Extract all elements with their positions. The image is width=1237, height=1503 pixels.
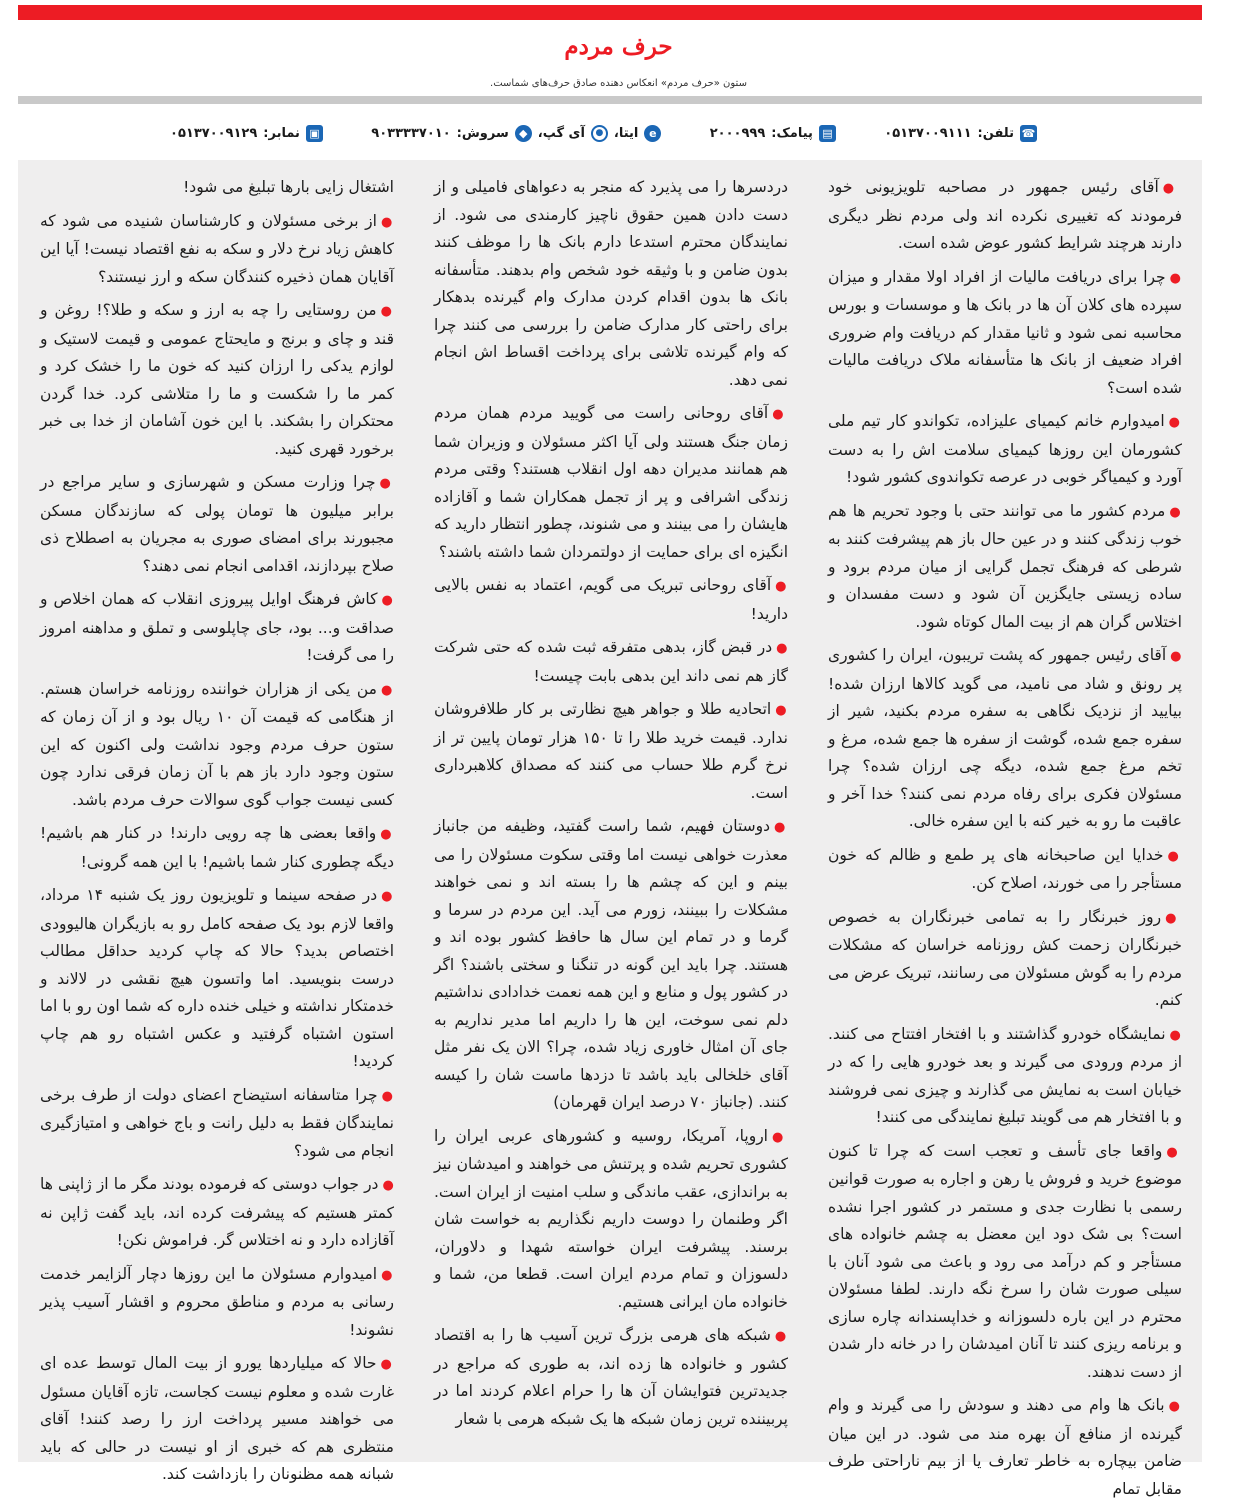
igap-icon: ● [591,125,608,142]
bullet-icon: ● [380,827,394,842]
fax-icon: ▣ [306,125,323,142]
reader-message [828,264,1182,403]
bullet-icon: ● [381,1088,394,1104]
article-columns [18,160,1202,1498]
messenger-number: ۹۰۳۳۳۳۷۰۱۰ [371,125,451,141]
bullet-icon: ● [775,579,789,594]
message-text: شبکه های هرمی بزرگ ترین آسیب ها را به اقتصاد کشور و خانواده ها زده اند، به طوری که مراجع در جدیدترین فتوایشان آن ها را حرام اعلام کردند اما در پربیننده ترین زمان شبکه ها یک شبکه هرمی با شعار [434,1326,788,1428]
message-text: آقای روحانی تبریک می گویم، اعتماد به نفس بالایی دارید! [434,576,788,623]
message-text: اتحادیه طلا و جواهر هیچ نظارتی بر کار طلافروشان ندارد. قیمت خرید طلا را تا ۱۵۰ هزار تومان پایین تر از نرخ گرم طلا حساب می کنند که مصداق کلاهبرداری است. [434,700,788,802]
message-text: خدایا این صاحبخانه های پر طمع و ظالم که خون مستأجر را می خورند، اصلاح کن. [828,845,1182,892]
reader-message [40,469,394,580]
message-text: دردسرها را می پذیرد که منجر به دعواهای فامیلی و از دست دادن همین حقوق ناچیز کارمندی می شود. از نمایندگان محترم استدعا دارم بانک ها را موظف کنند بدون ضامن و با وثیقه خود شخص وام بدهند. متأسفانه بانک ها بدون اقدام کردن مدارک وام گیرنده بدهکار برای راحتی کار مدارک ضامن را بررسی می کنند چرا که وام گیرنده تلاشی برای پرداخت اقساط اش انجام نمی دهد. [434,178,788,389]
message-text: اشتغال زایی بارها تبلیغ می شود! [183,178,394,196]
bullet-icon: ● [1169,1027,1182,1043]
message-text: در قبض گاز، بدهی متفرقه ثبت شده که حتی شرکت گاز هم نمی داند این بدهی بابت چیست! [434,638,788,685]
bullet-icon: ● [381,1267,395,1283]
bullet-icon: ● [772,407,789,422]
reader-message [40,297,394,463]
reader-message [828,904,1182,1015]
reader-message [828,842,1182,898]
page-title: حرف مردم [564,33,673,60]
reader-message [828,1138,1182,1387]
soroush-label: سروش: [456,125,509,141]
fax-number: ۰۵۱۳۷۰۰۹۱۲۹ [170,125,258,141]
message-text: کاش فرهنگ اوایل پیروزی انقلاب که همان اخلاص و صداقت و... بود، جای چاپلوسی و تملق و مداهنه امروز را می گرفت! [40,590,394,664]
phone-number: ۰۵۱۳۷۰۰۹۱۱۱ [884,125,972,141]
message-text: چرا وزارت مسکن و شهرسازی و سایر مراجع در برابر میلیون ها تومان پولی که سازندگان مسکن مجبورند برای امضای صوری به مجریان به اصطلاح ذی صلاح بپردازند، اقدامی انجام نمی دهند؟ [40,473,394,575]
message-text: حالا که میلیاردها یورو از بیت المال توسط عده ای غارت شده و معلوم نیست کجاست، تازه آقایان مسئول می خواهند مسیر پرداخت ارز را رصد کنند! آقای منتظری هم که خبری از او نیست در حالی که باید شبانه همه مظنونان را بازداشت کند. [40,1354,394,1483]
sms-group [710,125,836,142]
phone-label: تلفن: [977,125,1014,141]
reader-message [434,696,788,807]
reader-message [828,408,1182,492]
reader-message [434,1123,788,1317]
message-text: امیدوارم مسئولان ما این روزها دچار آلزایمر خدمت رسانی به مردم و مناطق محروم و اقشار آسیب پذیر نشوند! [40,1264,394,1339]
message-text: مردم کشور ما می توانند حتی با وجود تحریم ها هم خوب زندگی کنند و در عین حال باز هم پیشرفت کنند به شرطی که فرهنگ تجمل گرایی از میان مردم برود و ساده زیستی جایگزین آن شود و دست مفسدان و اختلاس گران هم از بیت المال کوتاه شود. [828,501,1182,631]
message-text: از برخی مسئولان و کارشناسان شنیده می شود که کاهش زیاد نرخ دلار و سکه به نفع اقتصاد نیست! آیا این آقایان همان ذخیره کنندگان سکه و ارز نیستند؟ [40,211,394,286]
contact-bar [170,120,1037,146]
bullet-icon: ● [1162,181,1182,196]
column-middle [414,160,808,1462]
reader-message [40,1082,394,1166]
message-text: چرا برای دریافت مالیات از افراد اولا مقدار و میزان سپرده های کلان آن ها در بانک ها و موسسات و بورس محاسبه نمی شود و ثانیا مقدار کم دریافت وام ضروری افراد ضعیف از بانک ها متأسفانه ملاک دریافت مالیات شده است؟ [828,267,1182,397]
message-text: در صفحه سینما و تلویزیون روز یک شنبه ۱۴ مرداد، واقعا لازم بود یک صفحه کامل رو به بازیگران هالیوودی اختصاص بدید؟ حالا که چاپ کردید حداقل مطالب درست بنویسید. اما واتسون هیچ نقشی در لالاند و خدمتکار نداشته و خیلی خنده داره که شما اون رو با اما استون اشتباه گرفتید و عکس اشتباه رو هم چاپ کردید! [40,886,394,1070]
fax-group [170,125,323,142]
reader-message [40,208,394,292]
reader-message [40,820,394,876]
phone-icon: ☎ [1021,126,1036,140]
bullet-icon: ● [380,214,395,230]
page-subtitle: ستون «حرف مردم» انعکاس دهنده صادق حرف‌های شماست. [490,78,747,89]
reader-message [434,174,788,394]
column-left [20,160,414,1483]
message-text: بانک ها وام می دهند و سودش را می گیرند و وام گیرنده از منافع آن بهره مند می شود. در این میان ضامن بیچاره به خاطر تعارف یا از بیم ناراحتی طرف مقابل تمام [828,1396,1182,1498]
bullet-icon: ● [1168,415,1182,430]
message-text: واقعا جای تأسف و تعجب است که چرا تا کنون موضوع خرید و فروش یا رهن و اجاره به صورت قوانین رسمی با نظارت جدی و مستمر در کشور اجرا نشده است؟ بی شک دود این معضل به چشم خانواده های مستأجر و کم درآمد می رود و باعث می شود آنان با سیلی صورت شان را سرخ نگه دارند. لطفا مسئولان محترم در این باره دلسوزانه و خداپسندانه چاره سازی و برنامه ریزی کنند تا آنان امیدشان را در خانه دار شدن از دست ندهند. [828,1141,1182,1381]
bullet-icon: ● [1167,848,1182,864]
bullet-icon: ● [1170,649,1182,664]
bullet-icon: ● [1169,270,1183,286]
bullet-icon: ● [380,304,395,319]
top-red-bar [18,5,1202,20]
sms-number: ۲۰۰۰۹۹۹ [709,125,766,141]
bullet-icon: ● [776,641,788,656]
fax-label: نمابر: [263,125,300,141]
bullet-icon: ● [381,593,395,608]
message-text: من یکی از هزاران خواننده روزنامه خراسان هستم. از هنگامی که قیمت آن ۱۰ ریال بود و از آن زمان که ستون حرف مردم وجود نداشت ولی اکنون که این ستون وجود دارد باز هم با آن زمان فرقی ندارد چون کسی نیست جواب گوی سوالات حرف مردم باشد. [40,679,394,809]
message-text: آقای رئیس جمهور که پشت تریبون، ایران را کشوری پر رونق و شاد می نامید، می گوید کالاها ارزان شده! بیایید از نزدیک نگاهی به سفره مردم بکنید، شیر از سفره جمع شده، گوشت از سفره ها جمع شده، مرغ و تخم مرغ جمع شده، دیگه چی ارزان شده؟ چرا مسئولان فکری برای رفاه مردم نمی کنند؟ خدا آخر و عاقبت ما رو به خیر کنه با این سفره خالی. [828,646,1182,830]
separator-bar [18,96,1202,104]
bullet-icon: ● [774,820,788,835]
message-text: در جواب دوستی که فرموده بودند مگر ما از ژاپنی ها کمتر هستیم که پیشرفت کرده اند، باید گفت ژاپن نه آقازاده دارد و نه اختلاس گر. فراموش نکن! [40,1175,394,1249]
message-text: آقای رئیس جمهور در مصاحبه تلویزیونی خود فرمودند که تغییری نکرده اند ولی مردم نظر دیگری دارند هرچند شرایط کشور عوض شده است. [828,178,1182,252]
reader-message [828,1392,1182,1503]
bullet-icon: ● [382,1178,394,1193]
eitaa-label: ایتا، [613,125,639,141]
bullet-icon: ● [1166,1144,1182,1160]
reader-message [434,1322,788,1433]
message-text: واقعا بعضی ها چه رویی دارند! در کنار هم باشیم! دیگه چطوری کنار شما باشیم! با این همه گرونی! [40,824,394,871]
bullet-icon: ● [774,1329,788,1344]
reader-message [40,586,394,670]
message-text: آقای روحانی راست می گویید مردم همان مردم زمان جنگ هستند ولی آیا اکثر مسئولان و وزیران شما هم همانند مدیران دهه اول انقلاب هستند؟ وقتی مردم زندگی اشرافی و پر از تجمل همکاران شما و آقازاده هایشان را می بینند و می شنوند، چطور انتظار دارید که انگیزه ای برای حمایت از دولتمردان شما داشته باشند؟ [434,404,788,561]
reader-message [434,634,788,690]
message-text: نمایشگاه خودرو گذاشتند و با افتخار افتتاح می کنند. از مردم ورودی می گیرند و بعد خودرو هایی را که در خیابان است به نمایش می گذارند و چیزی نمی فروشند و با افتخار هم می گویند تبلیغ نمایندگی می کنند! [828,1024,1182,1126]
bullet-icon: ● [1169,504,1182,520]
message-text: اروپا، آمریکا، روسیه و کشورهای عربی ایران را کشوری تحریم شده و پرتنش می خواهند و امیدشان نیز به براندازی، عقب ماندگی و سلب امنیت از ایران است. اگر وطنمان را دوست داریم نگذاریم به خواست شان برسند. پیشرفت ایران خواسته شهدا و دلاوران، دلسوزان و تمام مردم ایران است. قطعا من، شما و خانواده مان ایرانی هستیم. [434,1126,788,1311]
bullet-icon: ● [381,889,394,904]
reader-message [434,572,788,628]
message-text: دوستان فهیم، شما راست گفتید، وظیفه من جانباز معذرت خواهی نیست اما وقتی سکوت مسئولان را می بینم و این که چشم ها را بسته اند و نمی خواهند مشکلات را ببینند، زورم می آید. این مردم در سرما و گرما و در تمام این سال ها حافظ کشور بوده اند و هستند. چرا باید این گونه در تنگنا و سختی باشند؟ اگر در کشور پول و منابع و این همه نعمت خدادادی نداشتیم دلم نمی سوخت، این ها را داریم اما مدیر نداریم به جای آن امثال خاوری زیاد شده، چرا؟ الان یک نفر مثل آقای خلخالی باید باشد تا دزدها ماست شان را کیسه کنند. (جانباز ۷۰ درصد ایران قهرمان) [434,817,788,1111]
message-text: چرا متاسفانه استیضاح اعضای دولت از طرف برخی نمایندگان فقط به دلیل رانت و باج خواهی و امتیازگیری انجام می شود؟ [40,1085,394,1160]
bullet-icon: ● [1168,1399,1183,1414]
column-right [808,160,1202,1498]
reader-message [40,1350,394,1489]
message-text: امیدوارم خانم کیمیای علیزاده، تکواندو کار تیم ملی کشورمان این روزها کیمیای سلامت اش را به دست آورد و کیمیاگر خوبی در عرصه تکواندوی کشور شود! [828,412,1182,486]
soroush-icon: ◆ [515,125,532,142]
reader-message [828,498,1182,637]
bullet-icon: ● [772,1129,788,1145]
reader-message [434,813,788,1117]
bullet-icon: ● [379,476,395,491]
reader-message [434,400,788,566]
reader-message [40,1261,394,1345]
reader-message [40,676,394,815]
bullet-icon: ● [1165,910,1182,926]
sms-icon: ▤ [819,125,836,142]
igap-label: آی گپ، [537,125,585,141]
sms-label: پیامک: [771,125,813,141]
reader-message [40,174,394,202]
reader-message [40,1171,394,1255]
bullet-icon: ● [380,682,394,698]
reader-message [828,1021,1182,1132]
messengers-group [371,125,661,142]
reader-message [40,882,394,1076]
bullet-icon: ● [380,1357,394,1372]
message-text: روز خبرنگار را به تمامی خبرنگاران به خصوص خبرنگاران زحمت کش روزنامه خراسان که مشکلات مردم را به گوش مسئولان می رسانند، تبریک عرض می کنم. [828,907,1182,1009]
phone-group [884,125,1037,142]
reader-message [828,174,1182,258]
reader-message [828,642,1182,836]
eitaa-icon: e [644,125,661,142]
message-text: من روستایی را چه به ارز و سکه و طلا؟! روغن و قند و چای و برنج و مایحتاج عمومی و قیمت لاستیک و لوازم یدکی را ارزان کنید که خون ما را خشک کرد و کمر ما را شکست و ما را متلاشی کرد. خدا گردن محتکران را بشکند. با این خون آشامان از خدا بی خبر برخورد قهری کنید. [40,301,394,458]
bullet-icon: ● [775,703,788,718]
